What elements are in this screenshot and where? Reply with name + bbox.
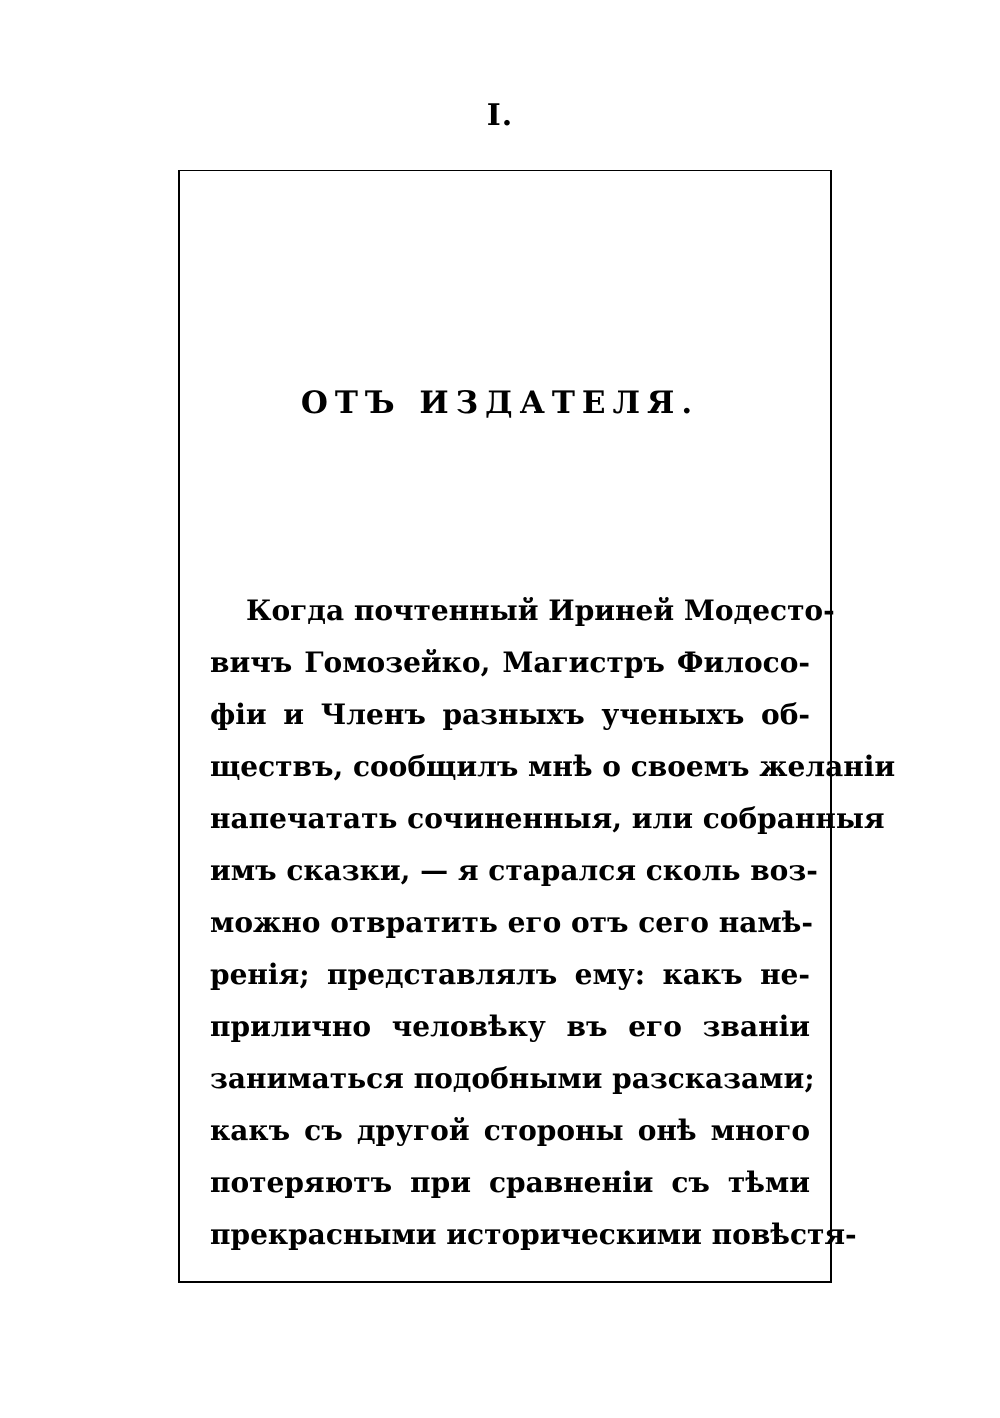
text-line: ренія; представлялъ ему: какъ не- [210, 958, 810, 991]
text-line: имъ сказки, — я старался сколь воз- [210, 854, 818, 887]
text-line: Когда почтенный Ириней Модесто- [246, 594, 835, 627]
section-heading: ОТЪ ИЗДАТЕЛЯ. [300, 385, 700, 421]
text-line: вичъ Гомозейко, Магистръ Филосо- [210, 646, 810, 679]
text-line: заниматься подобными разсказами; [210, 1062, 815, 1095]
page-number: I. [486, 98, 514, 133]
text-line: ществъ, сообщилъ мнѣ о своемъ желаніи [210, 750, 896, 783]
text-line: прилично человѣку въ его званіи [210, 1010, 810, 1043]
text-line: напечатать сочиненныя, или собранныя [210, 802, 885, 835]
text-line: прекрасными историческими повѣстя- [210, 1218, 857, 1251]
text-line: потеряютъ при сравненіи съ тѣми [210, 1166, 810, 1199]
text-line: фіи и Членъ разныхъ ученыхъ об- [210, 698, 810, 731]
text-line: какъ съ другой стороны онѣ много [210, 1114, 810, 1147]
text-line: можно отвратить его отъ сего намѣ- [210, 906, 813, 939]
body-text [210, 585, 896, 1261]
